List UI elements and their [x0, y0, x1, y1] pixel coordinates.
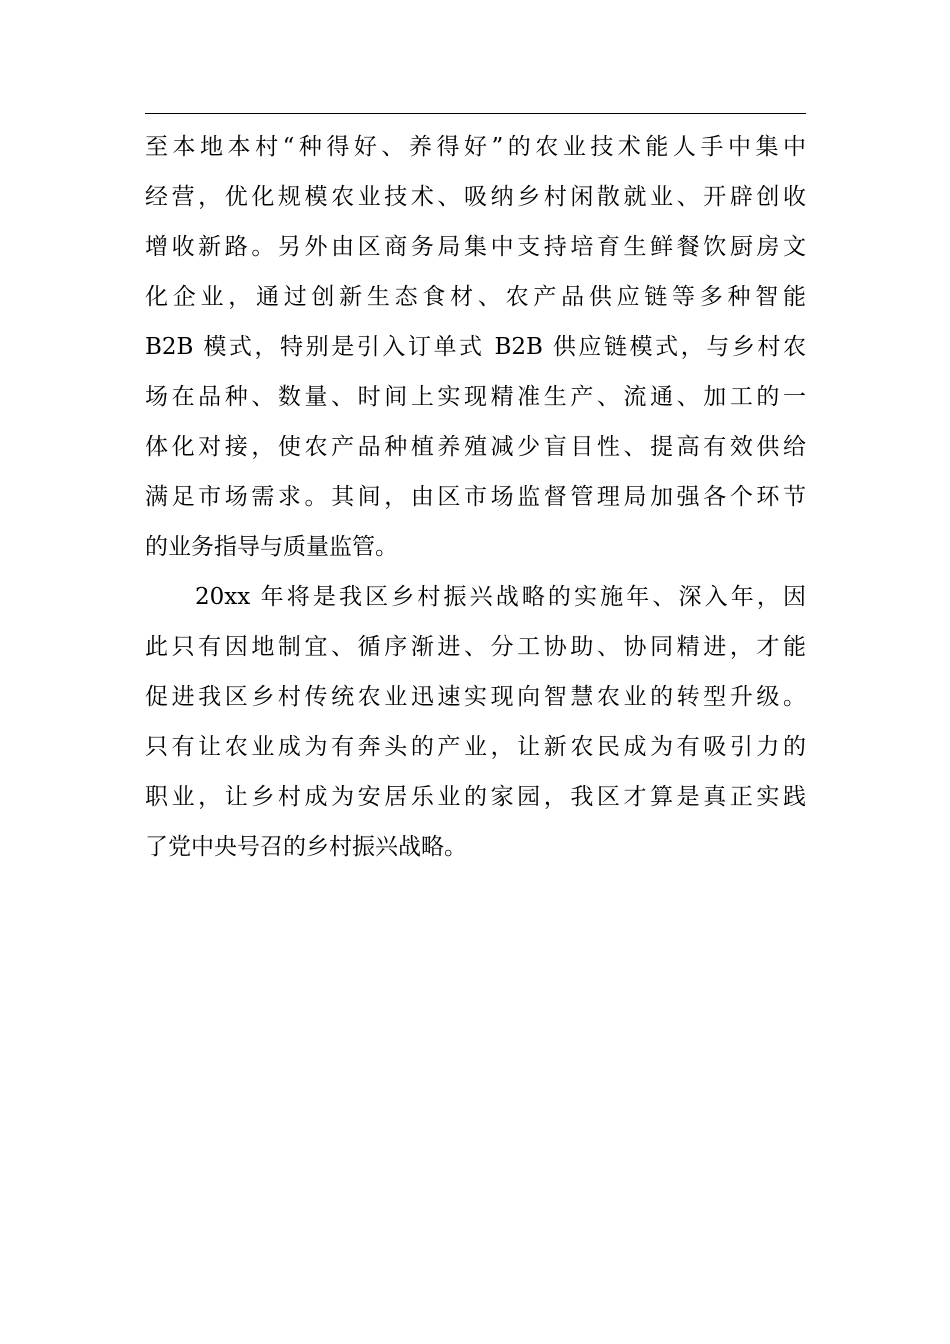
- text-line: 职业，让乡村成为安居乐业的家园，我区才算是真正实践: [145, 784, 806, 810]
- text-line: 经营，优化规模农业技术、吸纳乡村闲散就业、开辟创收: [145, 184, 806, 210]
- text-line: 化企业，通过创新生态食材、农产品供应链等多种智能: [145, 284, 806, 310]
- text-line: 促进我区乡村传统农业迅速实现向智慧农业的转型升级。: [145, 684, 806, 710]
- text-line: 增收新路。另外由区商务局集中支持培育生鲜餐饮厨房文: [145, 234, 806, 260]
- text-line: 20xx 年将是我区乡村振兴战略的实施年、深入年，因: [195, 584, 806, 610]
- text-line: 体化对接，使农产品种植养殖减少盲目性、提高有效供给: [145, 434, 806, 460]
- text-line: 至本地本村“种得好、养得好”的农业技术能人手中集中: [145, 134, 806, 160]
- text-line: B2B 模式，特别是引入订单式 B2B 供应链模式，与乡村农: [145, 334, 806, 360]
- text-line: 只有让农业成为有奔头的产业，让新农民成为有吸引力的: [145, 734, 806, 760]
- text-line: 的业务指导与质量监管。: [145, 534, 398, 560]
- header-rule: [145, 113, 806, 114]
- text-line: 场在品种、数量、时间上实现精准生产、流通、加工的一: [145, 384, 806, 410]
- text-line: 了党中央号召的乡村振兴战略。: [145, 834, 467, 860]
- paragraph-1: [145, 122, 806, 572]
- text-line: 满足市场需求。其间，由区市场监督管理局加强各个环节: [145, 484, 806, 510]
- paragraph-2: [145, 572, 806, 872]
- body-text: [145, 122, 806, 872]
- text-line: 此只有因地制宜、循序渐进、分工协助、协同精进，才能: [145, 634, 806, 660]
